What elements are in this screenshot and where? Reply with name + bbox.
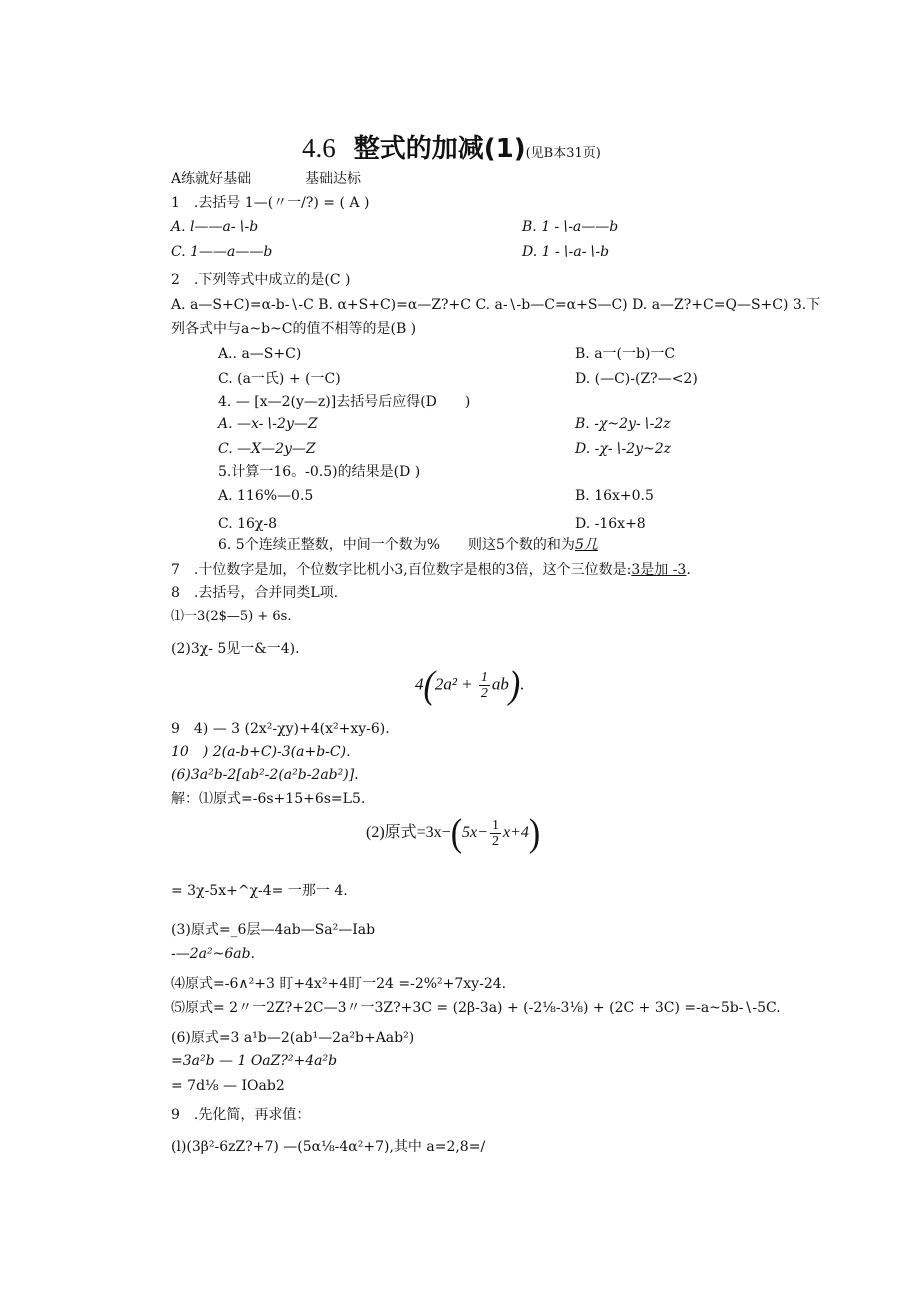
question-4-option-c: C. —X—2y—Z bbox=[218, 441, 316, 457]
solution-3-line-2: -—2a²~6ab. bbox=[171, 946, 255, 962]
question-7 bbox=[171, 561, 691, 579]
formula-right-paren: ) bbox=[528, 811, 541, 855]
question-1-option-a: A. l——a-∖-b bbox=[171, 219, 259, 235]
solution-3-line-1: (3)原式=_6层—4ab—Sa²—Iab bbox=[171, 922, 376, 938]
fraction-numerator: 1 bbox=[491, 818, 499, 833]
formula-coefficient: 4 bbox=[415, 674, 424, 694]
question-4-option-b: B. -χ~2y-∖-2z bbox=[575, 416, 671, 432]
question-9-stem: 9 .先化简，再求值： bbox=[171, 1107, 311, 1123]
page-title bbox=[302, 128, 601, 165]
formula-term: x+4 bbox=[502, 824, 529, 842]
solution-5: ⑸原式= 2〃一2Z?+2C—3〃一3Z?+3C = (2β-3a) + (-2⅛-3⅛) + (2C + 3C) =-a~5b-∖-5C. bbox=[171, 1000, 781, 1016]
question-7-answer: 3是加 -3 bbox=[631, 562, 687, 578]
question-6-answer: 5几 bbox=[574, 537, 598, 553]
solution-2-formula bbox=[366, 811, 541, 855]
title-number: 4.6 bbox=[302, 133, 336, 163]
question-8-part-2: (2)3χ- 5见一&一4). bbox=[171, 641, 300, 657]
section-label-b: 基础达标 bbox=[305, 171, 361, 187]
solution-6-line-2: =3a²b — 1 OaZ?²+4a²b bbox=[171, 1053, 338, 1069]
question-3-option-a: A.. a—S+C) bbox=[218, 346, 302, 362]
question-4-stem: 4. — [x—2(y—z)]去括号后应得(D ) bbox=[218, 394, 471, 410]
fraction-denominator: 2 bbox=[480, 686, 488, 701]
formula-end: . bbox=[520, 674, 525, 694]
question-1-option-d: D. 1 -∖-a-∖-b bbox=[522, 244, 610, 260]
question-5-option-c: C. 16χ-8 bbox=[218, 516, 278, 532]
formula-left-paren: ( bbox=[423, 663, 435, 707]
question-3-stem: 列各式中与a~b~C的值不相等的是(B ) bbox=[171, 321, 417, 337]
question-5-option-b: B. 16x+0.5 bbox=[575, 488, 654, 504]
question-4-option-d: D. -χ-∖-2y~2z bbox=[575, 441, 672, 457]
question-3-option-c: C. (a一氏) + (一C) bbox=[218, 371, 341, 387]
question-1-stem: 1 .去括号 1—(〃一/?) = ( A ) bbox=[171, 195, 370, 211]
question-8-part-1: ⑴一3(2$—5) + 6s. bbox=[171, 609, 292, 624]
question-2-options-line: A. a—S+C)=α-b-∖-C B. α+S+C)=α—Z?+C C. a-∖-b—C=α+S—C) D. a—Z?+C=Q—S+C) 3.下 bbox=[171, 297, 821, 313]
question-6 bbox=[218, 536, 598, 554]
formula-fraction bbox=[479, 670, 490, 701]
formula-term: 5x− bbox=[462, 824, 488, 842]
solution-4: ⑷原式=-6∧²+3 盯+4x²+4盯一24 =-2%²+7xy-24. bbox=[171, 976, 507, 992]
title-reference: (见B本31页) bbox=[525, 146, 601, 161]
question-8-stem: 8 .去括号，合并同类L项. bbox=[171, 585, 339, 601]
question-5-stem: 5.计算一16。-0.5)的结果是(D ) bbox=[218, 464, 421, 480]
question-8-part-4: 9 4) — 3 (2x²-χy)+4(x²+xy-6). bbox=[171, 721, 390, 737]
question-3-option-d: D. (—C)-(Z?—<2) bbox=[575, 371, 698, 387]
formula-part-3 bbox=[415, 663, 525, 707]
section-label-a: A练就好基础 bbox=[171, 171, 252, 187]
formula-left-paren: ( bbox=[450, 811, 463, 855]
question-9-part-1: (l)(3β²-6zZ?+7) —(5α⅛-4α²+7),其中 a=2,8=/ bbox=[171, 1139, 486, 1155]
question-8-part-6: (6)3a²b-2[ab²-2(a²b-2ab²)]. bbox=[171, 767, 359, 783]
solution-1: 解：⑴原式=-6s+15+6s=L5. bbox=[171, 791, 366, 807]
fraction-denominator: 2 bbox=[491, 834, 499, 849]
solution-6-line-1: (6)原式=3 a¹b—2(ab¹—2a²b+Aab²) bbox=[171, 1030, 415, 1046]
question-4-option-a: A. —x-∖-2y—Z bbox=[218, 416, 318, 432]
question-7-stem: 7 .十位数字是加，个位数字比机小3,百位数字是根的3倍，这个三位数是: bbox=[171, 562, 632, 578]
solution-6-line-3: = 7d⅛ — IOab2 bbox=[171, 1078, 285, 1094]
question-5-option-a: A. 116%—0.5 bbox=[218, 488, 314, 504]
solution-2-result: = 3χ-5x+^χ-4= 一那一 4. bbox=[171, 883, 348, 899]
formula-fraction bbox=[490, 818, 501, 849]
question-3-option-b: B. a一(一b)一C bbox=[575, 346, 676, 362]
question-7-end: . bbox=[686, 562, 691, 578]
question-8-part-5: 10 ) 2(a-b+C)-3(a+b-C). bbox=[171, 744, 351, 760]
question-6-stem: 6. 5个连续正整数，中间一个数为% 则这5个数的和为 bbox=[218, 537, 575, 553]
fraction-numerator: 1 bbox=[480, 670, 488, 685]
question-5-option-d: D. -16x+8 bbox=[575, 516, 646, 532]
formula-right-paren: ) bbox=[508, 663, 521, 707]
question-2-stem: 2 .下列等式中成立的是(C ) bbox=[171, 272, 351, 288]
question-1-option-c: C. 1——a——b bbox=[171, 244, 273, 260]
formula-term: 2a² + bbox=[434, 674, 477, 694]
formula-term: ab bbox=[491, 674, 509, 694]
question-1-option-b: B. 1 -∖-a——b bbox=[522, 219, 619, 235]
formula-lead: (2)原式=3x− bbox=[366, 824, 451, 842]
title-main: 整式的加减(1) bbox=[353, 134, 526, 164]
